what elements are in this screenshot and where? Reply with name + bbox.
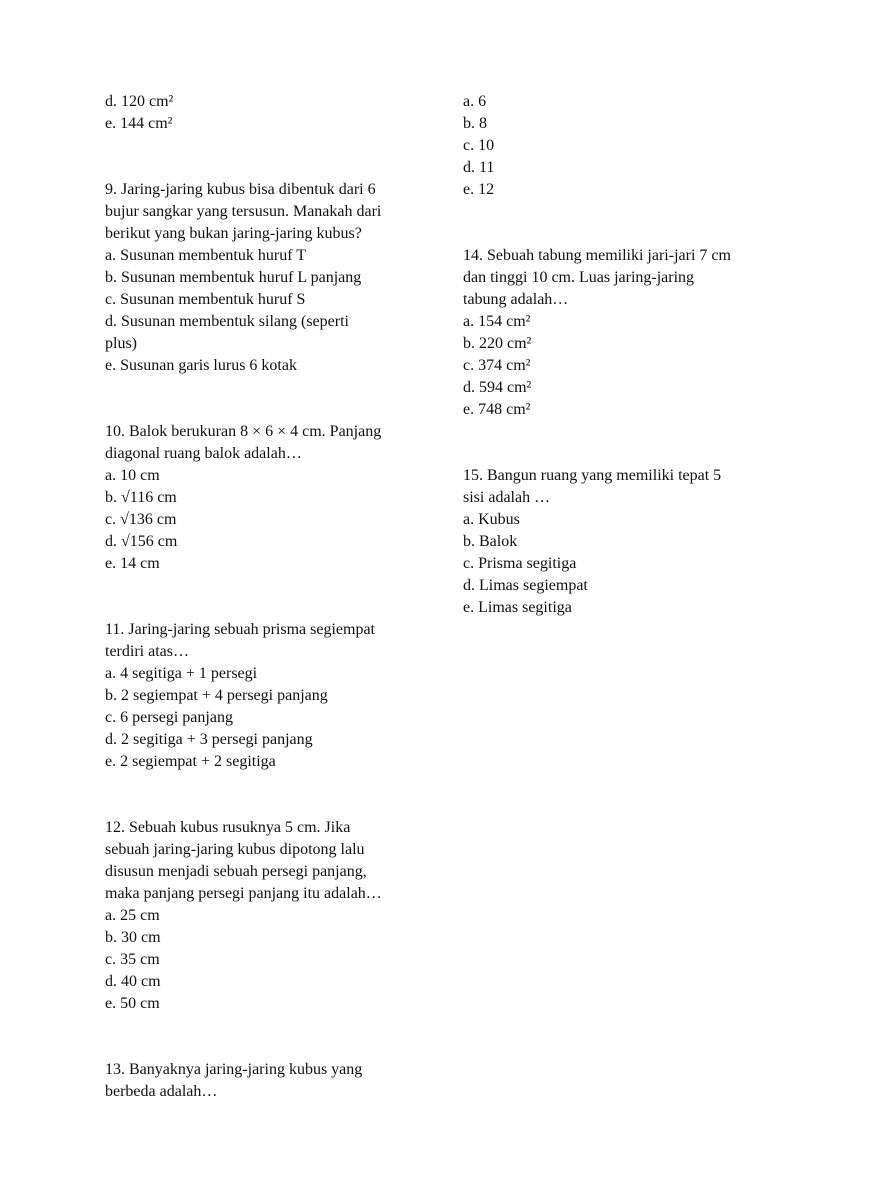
question-stem-line: berbeda adalah… [105, 1083, 218, 1100]
option-b: b. 8 [463, 115, 487, 132]
option-c: c. 6 persegi panjang [105, 709, 233, 726]
question-stem-line: 14. Sebuah tabung memiliki jari-jari 7 cm [463, 247, 731, 264]
option-c: c. Susunan membentuk huruf S [105, 291, 306, 308]
option-a: a. 10 cm [105, 467, 160, 484]
option-e: e. 748 cm² [463, 401, 531, 418]
option-e: e. 2 segiempat + 2 segitiga [105, 753, 276, 770]
question-stem-line: 10. Balok berukuran 8 × 6 × 4 cm. Panjang [105, 423, 382, 440]
option-d: d. Susunan membentuk silang (seperti [105, 313, 349, 330]
option-a: a. Susunan membentuk huruf T [105, 247, 307, 264]
question-10 [105, 421, 425, 575]
option-c: c. Prisma segitiga [463, 555, 577, 572]
option-a: a. 4 segitiga + 1 persegi [105, 665, 258, 682]
option-e: e. 12 [463, 181, 495, 198]
option-a: a. 25 cm [105, 907, 160, 924]
question-12 [105, 817, 425, 1015]
option-b: b. 2 segiempat + 4 persegi panjang [105, 687, 328, 704]
option-e: e. 50 cm [105, 995, 160, 1012]
option-d-continued: plus) [105, 335, 137, 352]
question-stem-line: maka panjang persegi panjang itu adalah… [105, 885, 382, 902]
question-stem-line: sebuah jaring-jaring kubus dipotong lalu [105, 841, 365, 858]
option-a: a. 154 cm² [463, 313, 531, 330]
option-c: c. 35 cm [105, 951, 160, 968]
option-b: b. 30 cm [105, 929, 161, 946]
question-stem-line: 12. Sebuah kubus rusuknya 5 cm. Jika [105, 819, 351, 836]
option-e: e. 144 cm² [105, 115, 173, 132]
option-b: b. Susunan membentuk huruf L panjang [105, 269, 362, 286]
question-stem-line: terdiri atas… [105, 643, 189, 660]
question-13-options [463, 91, 783, 201]
question-13 [105, 1059, 425, 1103]
option-e: e. Susunan garis lurus 6 kotak [105, 357, 297, 374]
option-e: e. 14 cm [105, 555, 160, 572]
option-b: b. √116 cm [105, 489, 177, 506]
question-stem-line: bujur sangkar yang tersusun. Manakah dari [105, 203, 382, 220]
right-column [463, 91, 783, 619]
option-d: d. 40 cm [105, 973, 161, 990]
option-c: c. √136 cm [105, 511, 177, 528]
question-8-tail [105, 91, 425, 135]
question-stem-line: sisi adalah … [463, 489, 551, 506]
question-14 [463, 245, 783, 421]
option-b: b. 220 cm² [463, 335, 532, 352]
option-d: d. Limas segiempat [463, 577, 588, 594]
question-stem-line: 9. Jaring-jaring kubus bisa dibentuk dari 6 [105, 181, 376, 198]
question-stem-line: berikut yang bukan jaring-jaring kubus? [105, 225, 362, 242]
question-stem-line: 13. Banyaknya jaring-jaring kubus yang [105, 1061, 363, 1078]
option-e: e. Limas segitiga [463, 599, 572, 616]
question-stem-line: diagonal ruang balok adalah… [105, 445, 302, 462]
question-15 [463, 465, 783, 619]
option-c: c. 10 [463, 137, 495, 154]
question-stem-line: 15. Bangun ruang yang memiliki tepat 5 [463, 467, 722, 484]
option-d: d. 120 cm² [105, 93, 174, 110]
option-c: c. 374 cm² [463, 357, 531, 374]
option-d: d. 594 cm² [463, 379, 532, 396]
option-d: d. √156 cm [105, 533, 178, 550]
question-11 [105, 619, 425, 773]
left-column [105, 91, 425, 1103]
question-stem-line: dan tinggi 10 cm. Luas jaring-jaring [463, 269, 695, 286]
option-b: b. Balok [463, 533, 518, 550]
question-stem-line: disusun menjadi sebuah persegi panjang, [105, 863, 367, 880]
question-stem-line: 11. Jaring-jaring sebuah prisma segiempat [105, 621, 375, 638]
option-d: d. 11 [463, 159, 495, 176]
option-a: a. Kubus [463, 511, 520, 528]
option-a: a. 6 [463, 93, 487, 110]
question-stem-line: tabung adalah… [463, 291, 569, 308]
question-9 [105, 179, 425, 377]
option-d: d. 2 segitiga + 3 persegi panjang [105, 731, 313, 748]
